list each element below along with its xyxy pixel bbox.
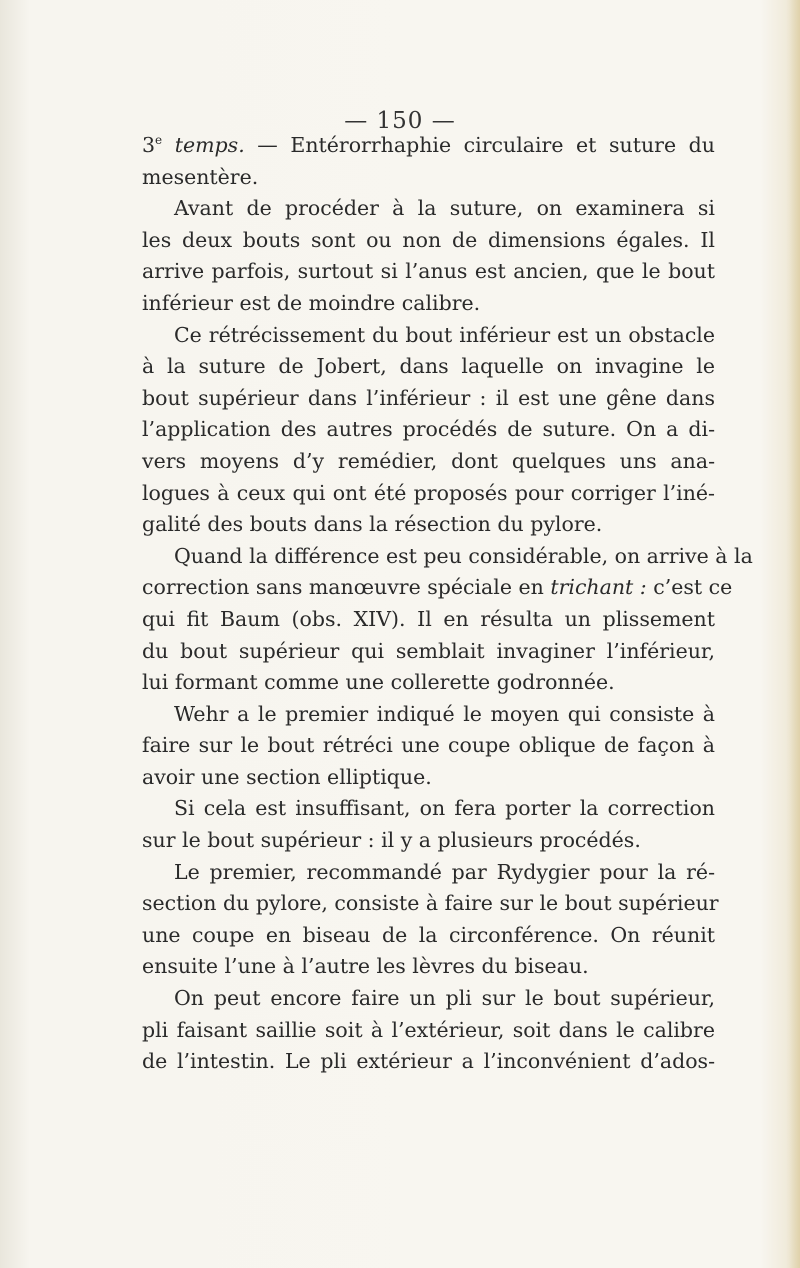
text-line: section du pylore, consiste à faire sur le bout supérieur xyxy=(142,891,719,916)
section-heading-line xyxy=(142,130,715,162)
page-edge-shadow xyxy=(786,0,800,1268)
text-line: bout supérieur dans l’inférieur : il est une gêne dans xyxy=(142,385,715,410)
text-line: sur le bout supérieur : il y a plusieurs procédés. xyxy=(142,828,641,853)
section-ordinal: 3 xyxy=(142,133,156,157)
section-heading-label: temps. xyxy=(174,133,245,157)
text-line: lui formant comme une collerette godronnée. xyxy=(142,670,615,695)
text-line: vers moyens d’y remédier, dont quelques uns ana- xyxy=(142,448,715,473)
text-line: Avant de procéder à la suture, on examinera si xyxy=(174,196,715,221)
text-line: arrive parfois, surtout si l’anus est ancien, que le bout xyxy=(142,259,715,284)
text-line: ensuite l’une à l’autre les lèvres du biseau. xyxy=(142,954,589,979)
text-line: Le premier, recommandé par Rydygier pour la ré- xyxy=(174,859,715,884)
text-line: galité des bouts dans la résection du pylore. xyxy=(142,512,603,537)
text-line: de l’intestin. Le pli extérieur a l’inconvénient d’ados- xyxy=(142,1049,715,1074)
text-line: On peut encore faire un pli sur le bout supérieur, xyxy=(174,986,715,1011)
body-text xyxy=(142,130,753,1078)
text-line: avoir une section elliptique. xyxy=(142,764,432,789)
trichant-after: c’est ce xyxy=(646,575,733,600)
trichant-before: correction sans manœuvre spéciale en xyxy=(142,575,551,600)
text-line: Wehr a le premier indiqué le moyen qui consiste à xyxy=(174,701,715,726)
text-line: faire sur le bout rétréci une coupe oblique de façon à xyxy=(142,733,715,758)
text-line: à la suture de Jobert, dans laquelle on invagine le xyxy=(142,354,715,379)
text-line: Quand la différence est peu considérable, on arrive à la xyxy=(174,543,753,568)
text-line: logues à ceux qui ont été proposés pour corriger l’iné- xyxy=(142,480,715,505)
text-line: inférieur est de moindre calibre. xyxy=(142,290,481,315)
text-line: du bout supérieur qui semblait invaginer l’inférieur, xyxy=(142,638,715,663)
text-line: qui fit Baum (obs. XIV). Il en résulta un plissement xyxy=(142,606,715,631)
page-number: — 150 — xyxy=(344,108,456,134)
text-line: Si cela est insuffisant, on fera porter la correction xyxy=(174,796,715,821)
text-line: une coupe en biseau de la circonférence. On réunit xyxy=(142,922,715,947)
text-line: pli faisant saillie soit à l’extérieur, soit dans le calibre xyxy=(142,1017,715,1042)
text-line: l’application des autres procédés de suture. On a di- xyxy=(142,417,715,442)
text-line: mesentère. xyxy=(142,164,259,189)
trichant-line xyxy=(142,572,733,604)
text-line: les deux bouts sont ou non de dimensions égales. Il xyxy=(142,227,715,252)
trichant-italic: trichant : xyxy=(550,575,647,600)
section-ordinal-sup: e xyxy=(155,133,163,148)
text-line: Ce rétrécissement du bout inférieur est un obstacle xyxy=(174,322,715,347)
section-title: — Entérorrhaphie circulaire et suture du xyxy=(244,133,715,157)
